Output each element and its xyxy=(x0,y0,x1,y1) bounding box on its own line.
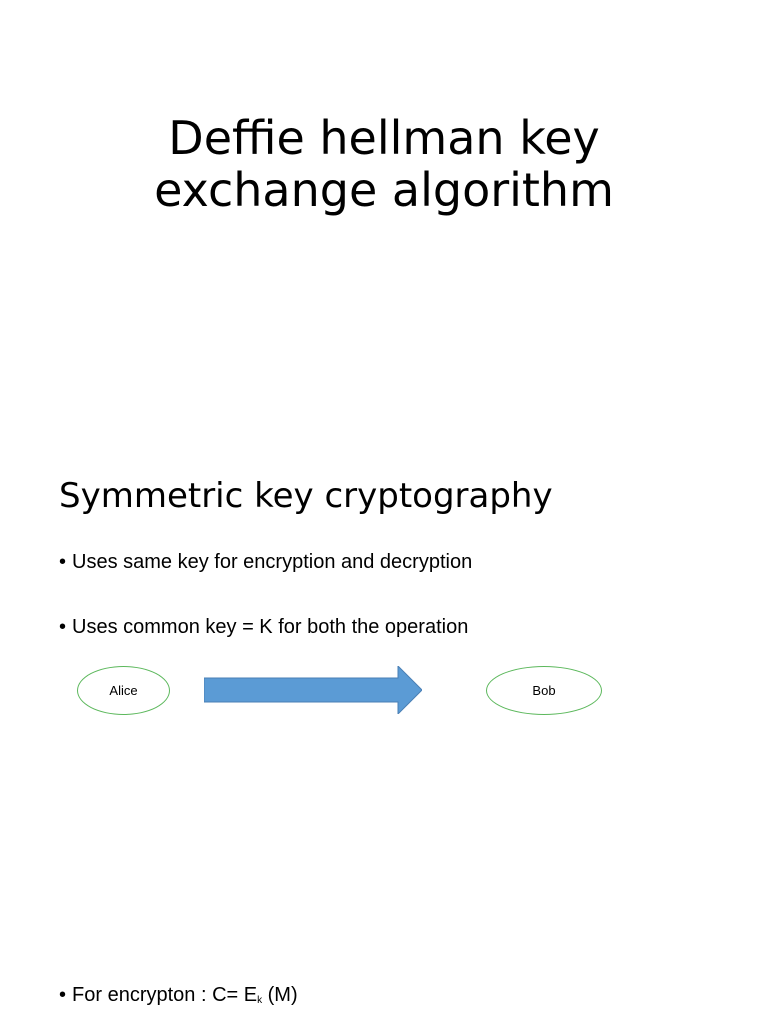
content-slide xyxy=(0,420,768,1024)
section-heading: Symmetric key cryptography xyxy=(59,476,553,516)
bullet-marker: • xyxy=(59,551,67,573)
alice-label: Alice xyxy=(109,683,138,698)
encryption-formula-bullet xyxy=(59,983,298,1013)
slide-title-line-2: exchange algorithm xyxy=(154,163,614,217)
formula-suffix: (M) xyxy=(262,984,298,1006)
bob-label: Bob xyxy=(532,683,556,698)
alice-node xyxy=(77,666,170,715)
slide-title-line-1: Deffie hellman key xyxy=(168,111,600,165)
formula-prefix: For encrypton : C= E xyxy=(72,984,258,1006)
title-slide xyxy=(0,0,768,420)
bullet-item xyxy=(59,615,468,639)
right-arrow-icon xyxy=(204,666,422,714)
formula-subscript: k xyxy=(257,995,263,1006)
bullet-item xyxy=(59,550,472,574)
slide-title xyxy=(0,112,768,216)
bullet-text: Uses common key = K for both the operation xyxy=(72,616,469,638)
bullet-marker: • xyxy=(59,984,67,1006)
arrow-shape xyxy=(204,666,422,714)
bullet-text: Uses same key for encryption and decryption xyxy=(72,551,473,573)
bullet-marker: • xyxy=(59,616,67,638)
bob-node xyxy=(486,666,602,715)
